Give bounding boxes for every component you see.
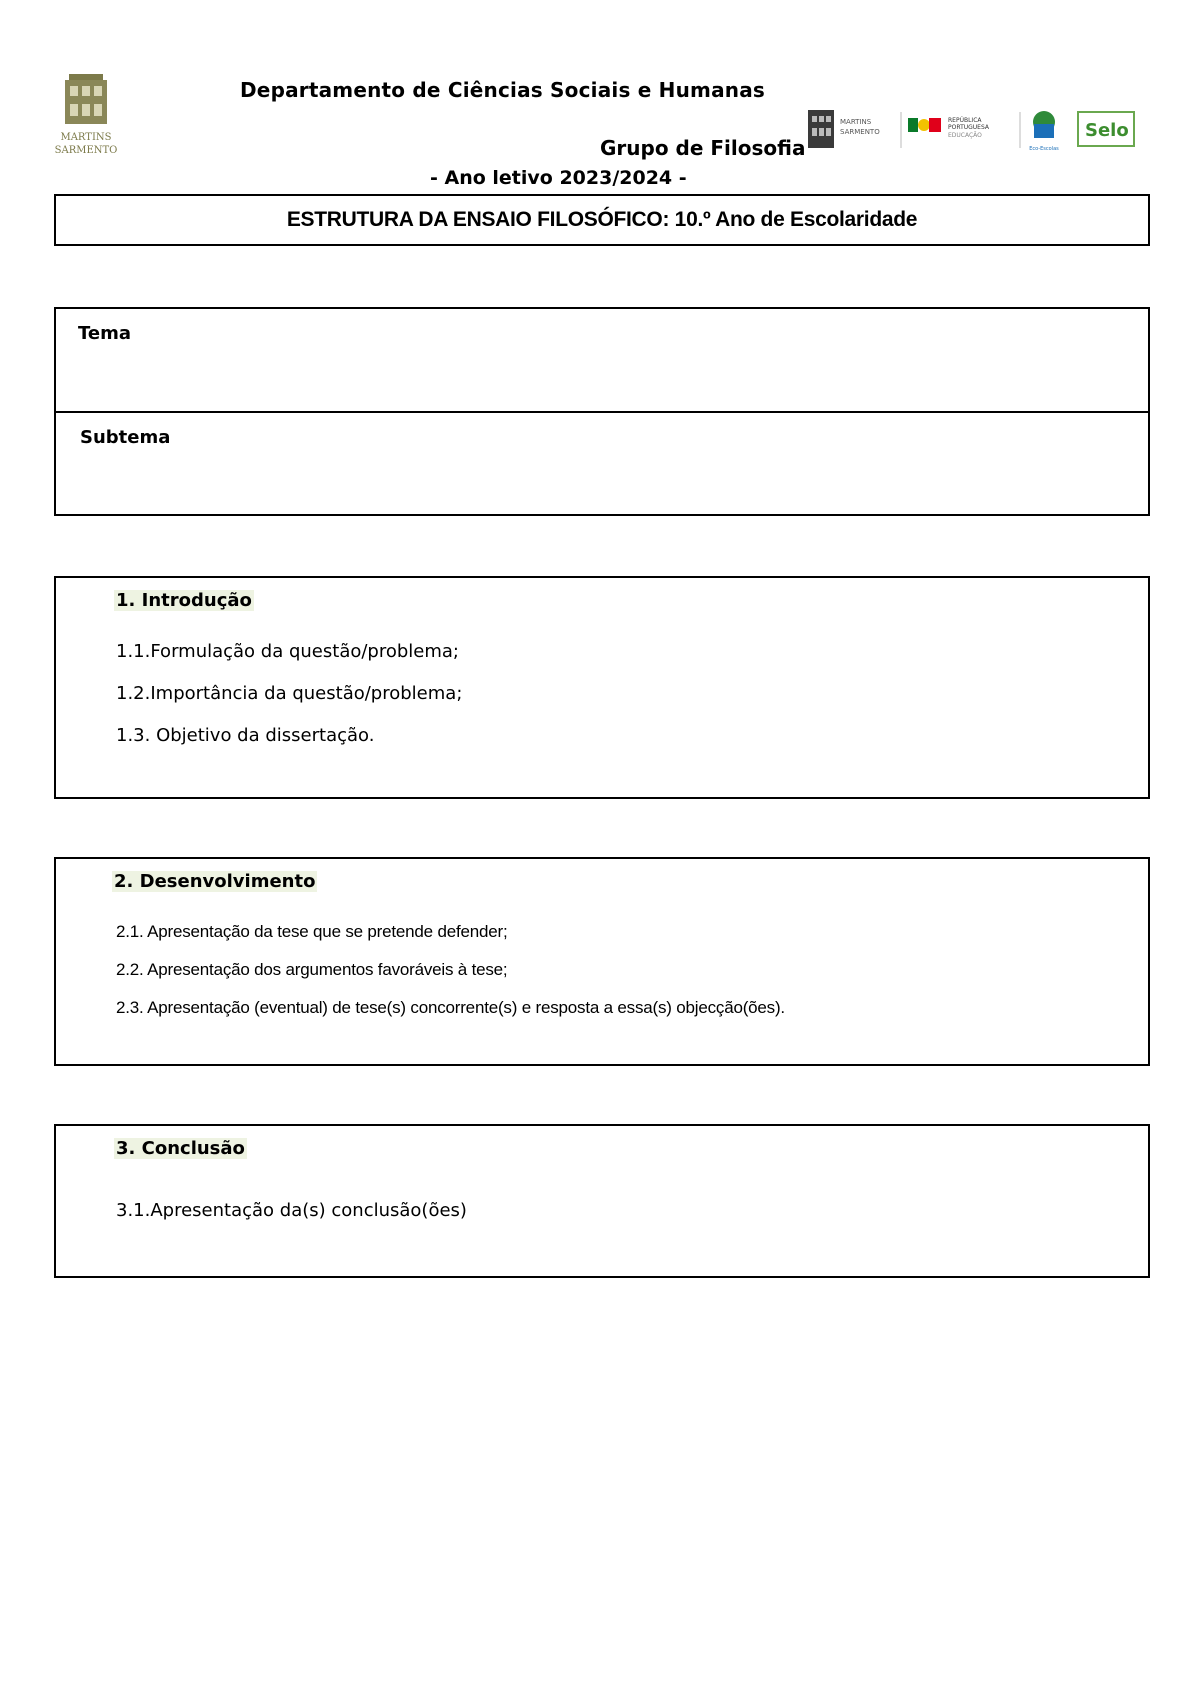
svg-text:EDUCAÇÃO: EDUCAÇÃO [948, 132, 982, 139]
section-heading: 3. Conclusão [116, 1138, 245, 1159]
section-introducao [54, 576, 1150, 799]
document-title-box [54, 194, 1150, 246]
section-item: 1.2.Importância da questão/problema; [116, 683, 463, 704]
svg-text:PORTUGUESA: PORTUGUESA [948, 124, 989, 131]
section-item: 2.2. Apresentação dos argumentos favoráveis à tese; [116, 960, 508, 979]
section-desenvolvimento [54, 857, 1150, 1066]
svg-text:Selo: Selo [1085, 120, 1129, 141]
tema-label: Tema [78, 323, 131, 344]
selo-logo [1078, 112, 1134, 146]
section-conclusao [54, 1124, 1150, 1278]
section-item: 2.1. Apresentação da tese que se pretende defender; [116, 922, 508, 941]
svg-text:MARTINS: MARTINS [840, 118, 872, 126]
section-item: 3.1.Apresentação da(s) conclusão(ões) [116, 1200, 467, 1221]
svg-text:REPÚBLICA: REPÚBLICA [948, 117, 982, 124]
subtema-label: Subtema [80, 427, 171, 448]
section-item: 1.1.Formulação da questão/problema; [116, 641, 459, 662]
svg-text:SARMENTO: SARMENTO [840, 128, 880, 136]
eco-escolas-logo [1029, 111, 1059, 152]
section-item: 2.3. Apresentação (eventual) de tese(s) concorrente(s) e resposta a essa(s) objecção(ões). [116, 998, 785, 1017]
document-title: ESTRUTURA DA ENSAIO FILOSÓFICO: 10.º Ano de Escolaridade [286, 208, 918, 231]
group-heading: Grupo de Filosofia [600, 136, 806, 160]
department-heading: Departamento de Ciências Sociais e Humanas [240, 78, 766, 102]
section-heading: 1. Introdução [116, 590, 252, 611]
left-logo-line2: SARMENTO [55, 145, 117, 156]
left-logo-line1: MARTINS [60, 132, 112, 143]
section-heading: 2. Desenvolvimento [114, 871, 316, 892]
section-item: 1.3. Objetivo da dissertação. [116, 725, 375, 746]
school-logo-small [808, 110, 880, 148]
table-divider [56, 411, 1148, 413]
tema-subtema-table [54, 307, 1150, 516]
svg-text:Eco-Escolas: Eco-Escolas [1029, 146, 1059, 152]
republic-logo [908, 117, 990, 139]
school-year: - Ano letivo 2023/2024 - [430, 167, 687, 189]
school-crest-logo [55, 74, 117, 166]
partner-logos [808, 108, 1138, 154]
